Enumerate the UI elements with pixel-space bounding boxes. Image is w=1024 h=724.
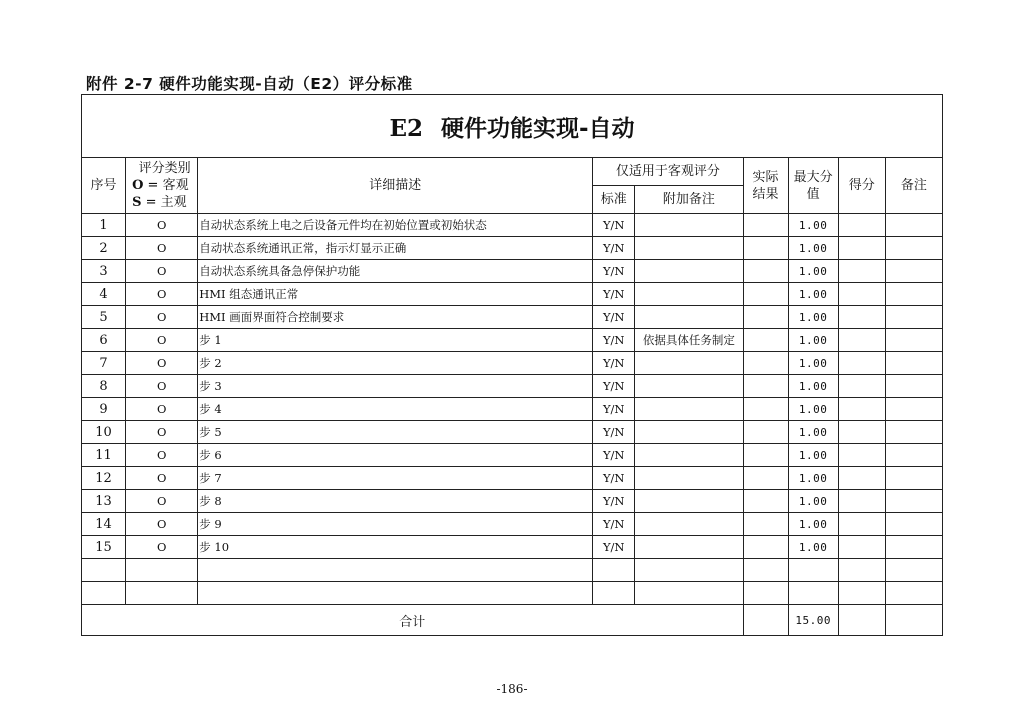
scoring-table [81,94,943,636]
cell-score [838,306,885,329]
cell-description: 步 2 [198,352,593,375]
cell-seq: 2 [82,237,126,260]
header-category [126,158,198,214]
cell-actual [743,283,788,306]
cell-description: 步 10 [198,536,593,559]
cell-score [838,398,885,421]
cell-extra-note [635,536,743,559]
header-category-o [132,177,197,194]
cell-standard: Y/N [593,375,635,398]
cell-actual [743,559,788,582]
table-row [82,237,943,260]
cell-max-score: 1.00 [788,375,838,398]
cell-score [838,513,885,536]
table-row [82,467,943,490]
table-row [82,513,943,536]
cell-type: O [126,467,198,490]
cell-actual [743,490,788,513]
cell-score [838,283,885,306]
cell-standard: Y/N [593,329,635,352]
cell-max-score: 1.00 [788,306,838,329]
cell-seq: 13 [82,490,126,513]
cell-extra-note [635,375,743,398]
header-max-line1: 最大分 [793,169,833,185]
cell-standard [593,559,635,582]
cell-score [838,421,885,444]
cell-type: O [126,421,198,444]
cell-standard: Y/N [593,444,635,467]
category-o-text: = 客观 [143,178,189,193]
cell-score [838,214,885,237]
cell-seq [82,559,126,582]
cell-max-score: 1.00 [788,398,838,421]
cell-seq: 4 [82,283,126,306]
cell-remark [885,306,942,329]
cell-seq: 7 [82,352,126,375]
cell-remark [885,329,942,352]
cell-max-score [788,559,838,582]
cell-extra-note [635,283,743,306]
cell-type: O [126,375,198,398]
cell-remark [885,375,942,398]
cell-extra-note [635,237,743,260]
cell-remark [885,467,942,490]
cell-max-score: 1.00 [788,237,838,260]
total-actual [743,605,788,636]
cell-description: 自动状态系统具备急停保护功能 [198,260,593,283]
cell-actual [743,398,788,421]
cell-score [838,375,885,398]
cell-remark [885,352,942,375]
cell-actual [743,444,788,467]
cell-score [838,467,885,490]
header-extra-note: 附加备注 [635,186,743,214]
cell-description: HMI 组态通讯正常 [198,283,593,306]
cell-type: O [126,536,198,559]
cell-remark [885,421,942,444]
cell-description: 自动状态系统上电之后设备元件均在初始位置或初始状态 [198,214,593,237]
cell-extra-note [635,467,743,490]
cell-actual [743,375,788,398]
cell-type: O [126,260,198,283]
table-row [82,352,943,375]
cell-max-score: 1.00 [788,444,838,467]
cell-description [198,582,593,605]
header-max-score [788,158,838,214]
cell-score [838,329,885,352]
cell-type: O [126,283,198,306]
header-description: 详细描述 [198,158,593,214]
total-remark [885,605,942,636]
header-remarks: 备注 [885,158,942,214]
cell-seq: 8 [82,375,126,398]
cell-score [838,536,885,559]
cell-extra-note [635,444,743,467]
cell-standard: Y/N [593,237,635,260]
cell-description: 步 7 [198,467,593,490]
header-actual-line1: 实际 [752,169,779,185]
cell-remark [885,444,942,467]
cell-type: O [126,444,198,467]
cell-standard: Y/N [593,513,635,536]
table-row [82,490,943,513]
cell-max-score: 1.00 [788,329,838,352]
cell-remark [885,398,942,421]
cell-actual [743,214,788,237]
cell-description: 步 8 [198,490,593,513]
cell-description: 步 4 [198,398,593,421]
cell-type: O [126,490,198,513]
cell-description: 步 1 [198,329,593,352]
cell-max-score [788,582,838,605]
cell-seq: 14 [82,513,126,536]
cell-score [838,490,885,513]
cell-seq: 9 [82,398,126,421]
header-score: 得分 [838,158,885,214]
cell-description: 自动状态系统通讯正常，指示灯显示正确 [198,237,593,260]
cell-remark [885,582,942,605]
cell-score [838,260,885,283]
cell-standard: Y/N [593,490,635,513]
cell-extra-note [635,352,743,375]
header-category-s [132,194,197,211]
cell-remark [885,536,942,559]
cell-max-score: 1.00 [788,536,838,559]
cell-type: O [126,398,198,421]
cell-extra-note [635,398,743,421]
cell-actual [743,352,788,375]
cell-standard: Y/N [593,260,635,283]
total-max-score: 15.00 [788,605,838,636]
cell-remark [885,490,942,513]
cell-type [126,559,198,582]
table-row [82,306,943,329]
cell-max-score: 1.00 [788,467,838,490]
table-row [82,444,943,467]
table-row [82,421,943,444]
cell-seq: 1 [82,214,126,237]
table-row [82,283,943,306]
title-name: 硬件功能实现-自动 [441,115,635,142]
cell-extra-note [635,214,743,237]
cell-remark [885,260,942,283]
cell-type: O [126,352,198,375]
total-score [838,605,885,636]
header-actual-line2: 结果 [752,186,779,202]
header-category-title: 评分类别 [138,161,191,176]
cell-description: 步 3 [198,375,593,398]
cell-standard: Y/N [593,398,635,421]
cell-score [838,237,885,260]
cell-remark [885,283,942,306]
cell-extra-note: 依据具体任务制定 [635,329,743,352]
cell-seq: 5 [82,306,126,329]
cell-extra-note [635,306,743,329]
header-actual [743,158,788,214]
cell-seq: 11 [82,444,126,467]
cell-type: O [126,237,198,260]
page-number: -186- [496,682,528,696]
table-row [82,329,943,352]
cell-extra-note [635,490,743,513]
cell-description [198,559,593,582]
category-s-key: S [132,195,142,210]
cell-max-score: 1.00 [788,283,838,306]
cell-standard: Y/N [593,214,635,237]
header-objective-only: 仅适用于客观评分 [593,158,743,186]
cell-actual [743,306,788,329]
cell-actual [743,421,788,444]
cell-extra-note [635,260,743,283]
cell-standard: Y/N [593,352,635,375]
cell-max-score: 1.00 [788,260,838,283]
cell-max-score: 1.00 [788,513,838,536]
cell-max-score: 1.00 [788,214,838,237]
cell-actual [743,467,788,490]
page-heading: 附件 2-7 硬件功能实现-自动（E2）评分标准 [86,75,413,93]
cell-standard [593,582,635,605]
total-label: 合计 [82,605,744,636]
cell-description: 步 6 [198,444,593,467]
cell-seq: 10 [82,421,126,444]
cell-score [838,559,885,582]
cell-standard: Y/N [593,467,635,490]
cell-type: O [126,214,198,237]
category-s-text: = 主观 [141,195,187,210]
cell-description: 步 9 [198,513,593,536]
cell-actual [743,329,788,352]
table-row [82,260,943,283]
total-row [82,605,943,636]
cell-description: HMI 画面界面符合控制要求 [198,306,593,329]
header-max-line2: 值 [806,186,820,202]
cell-type: O [126,513,198,536]
table-row [82,375,943,398]
cell-standard: Y/N [593,421,635,444]
cell-max-score: 1.00 [788,352,838,375]
cell-seq: 3 [82,260,126,283]
cell-type: O [126,306,198,329]
cell-standard: Y/N [593,536,635,559]
table-row [82,214,943,237]
cell-actual [743,260,788,283]
cell-actual [743,582,788,605]
cell-actual [743,536,788,559]
cell-remark [885,559,942,582]
cell-score [838,352,885,375]
title-code: E2 [389,114,423,142]
cell-extra-note [635,513,743,536]
cell-remark [885,513,942,536]
cell-extra-note [635,559,743,582]
cell-max-score: 1.00 [788,490,838,513]
cell-extra-note [635,421,743,444]
table-row [82,398,943,421]
cell-seq: 15 [82,536,126,559]
cell-seq [82,582,126,605]
cell-actual [743,513,788,536]
cell-description: 步 5 [198,421,593,444]
category-o-key: O [132,178,144,193]
table-row [82,582,943,605]
cell-type: O [126,329,198,352]
header-standard: 标准 [593,186,635,214]
cell-score [838,582,885,605]
cell-remark [885,214,942,237]
cell-extra-note [635,582,743,605]
table-row [82,536,943,559]
cell-max-score: 1.00 [788,421,838,444]
cell-actual [743,237,788,260]
cell-seq: 6 [82,329,126,352]
table-row [82,559,943,582]
cell-score [838,444,885,467]
cell-remark [885,237,942,260]
header-seq: 序号 [82,158,126,214]
cell-standard: Y/N [593,306,635,329]
table-title [82,95,943,158]
cell-seq: 12 [82,467,126,490]
cell-standard: Y/N [593,283,635,306]
cell-type [126,582,198,605]
